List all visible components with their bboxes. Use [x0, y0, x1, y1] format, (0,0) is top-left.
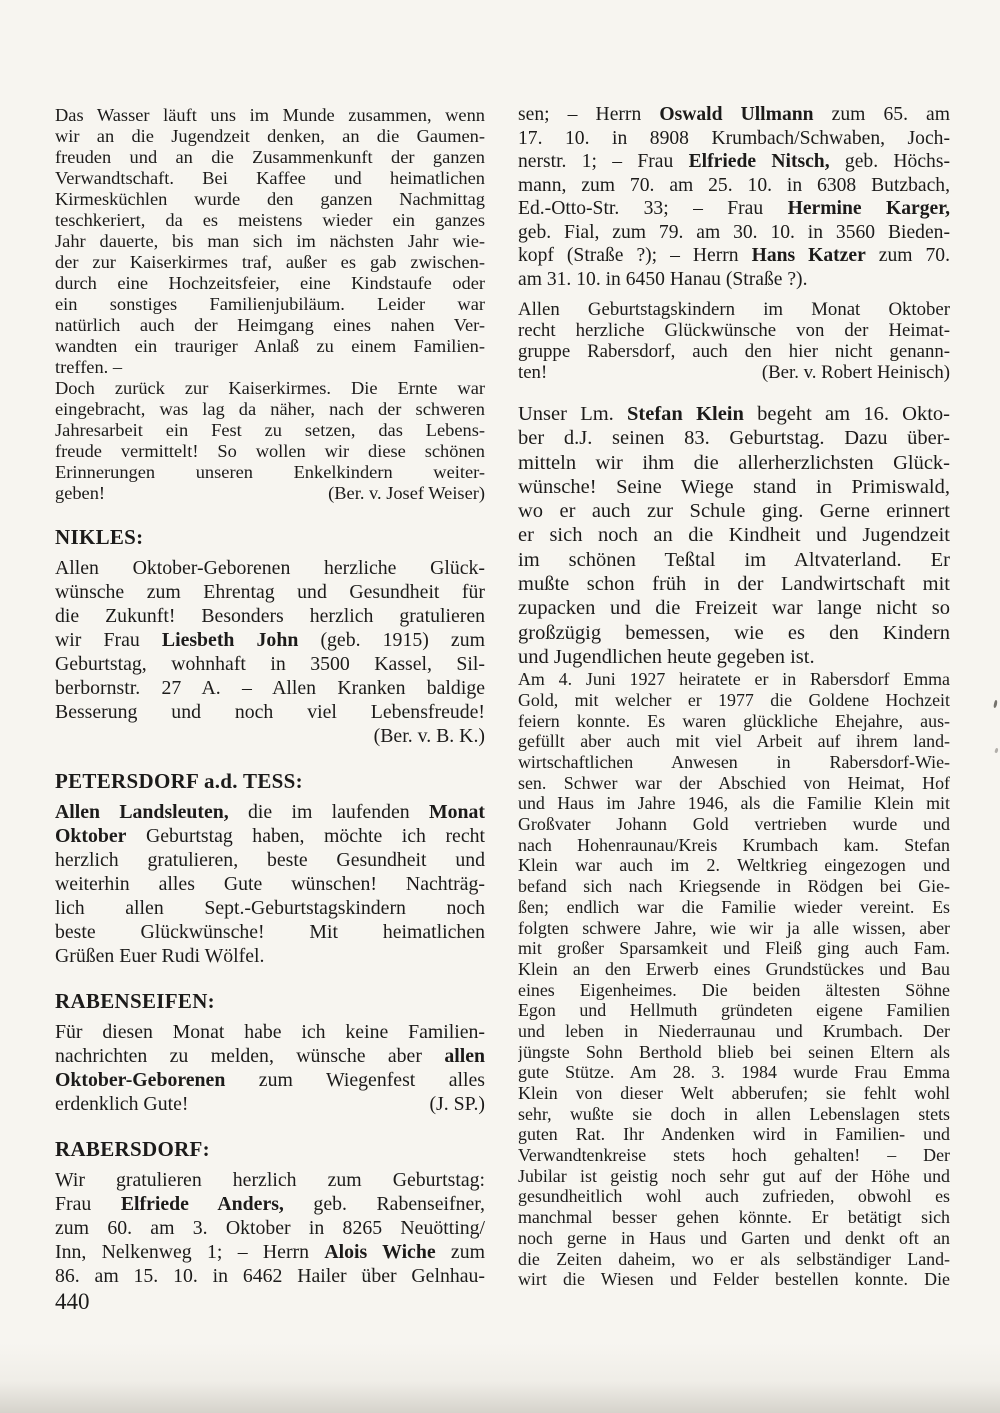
text-line: eingebracht, was lag da näher, nach der schweren — [55, 399, 485, 419]
text-line: natürlich auch der Heimgang eines nahen Ver- — [55, 315, 485, 335]
text-line: Erinnerungen unseren Enkelkindern weiter- — [55, 462, 485, 482]
text-line: Besserung und noch viel Lebensfreude! — [55, 701, 485, 723]
paragraph — [55, 378, 485, 504]
text-line: und leben in Niederraunau und Krumbach. Der — [518, 1020, 950, 1041]
text-line: Kirmesküchlen wurde den ganzen Nachmittag — [55, 189, 485, 209]
scan-speck — [993, 700, 998, 708]
text-line: wünsche! Seine Wiege stand in Primiswald, — [518, 475, 950, 498]
text-line: teschkeriert, da es meistens wieder ein ganzes — [55, 210, 485, 230]
left-column — [55, 105, 485, 1288]
section-heading: RABERSDORF: — [55, 1137, 210, 1161]
text-line: wir Frau Liesbeth John (geb. 1915) zum — [55, 629, 485, 651]
text-line: Jahresarbeit ein Fest zu setzen, das Lebens- — [55, 420, 485, 440]
text-line: Frau Elfriede Anders, geb. Rabenseifner, — [55, 1193, 485, 1215]
text-line: ein sonstiges Familienjubiläum. Leider war — [55, 294, 485, 314]
text-line: freude vermittelt! So wollen wir diese schönen — [55, 441, 485, 461]
text-line — [518, 362, 950, 383]
text-line: Klein an den Erwerb eines Grundstückes und Bau — [518, 958, 950, 979]
section-heading: PETERSDORF a.d. TESS: — [55, 769, 303, 793]
text-line — [55, 1092, 485, 1116]
paragraph — [518, 669, 950, 1290]
text-line: Ed.-Otto-Str. 33; – Frau Hermine Karger, — [518, 198, 950, 219]
text-line: recht herzliche Glückwünsche von der Heimat- — [518, 320, 950, 341]
text-line: mitteln wir ihm die allerherzlichsten Glück- — [518, 451, 950, 474]
text-line: beste Glückwünsche! Mit heimatlichen — [55, 921, 485, 943]
text-line: eines Eigenheimes. Die beiden ältesten Söhne — [518, 979, 950, 1000]
text-line: Klein von dieser Welt abberufen; sie fehlt wohl — [518, 1083, 950, 1104]
text-line: gruppe Rabersdorf, auch den hier nicht genann- — [518, 341, 950, 362]
text-line: wirtschaftlichen Anwesen in Rabersdorf-Wie- — [518, 752, 950, 773]
scan-speck — [994, 748, 999, 754]
text-line: am 31. 10. in 6450 Hanau (Straße ?). — [518, 268, 808, 290]
text-line: Großvater Johann Gold vertrieben wurde und — [518, 814, 950, 835]
attribution-text: (Ber. v. Robert Heinisch) — [761, 362, 950, 383]
text-line: Unser Lm. Stefan Klein begeht am 16. Okto- — [518, 403, 950, 425]
text-line: zum 60. am 3. Oktober in 8265 Neuötting/ — [55, 1217, 485, 1239]
text-line: jüngste Sohn Berthold blieb bei seinen Eltern als — [518, 1041, 950, 1062]
text-line: mußte schon früh in der Landwirtschaft mit — [518, 573, 950, 596]
text-line: berbornstr. 27 A. – Allen Kranken baldige — [55, 677, 485, 699]
text-line: 17. 10. in 8908 Krumbach/Schwaben, Joch- — [518, 127, 950, 149]
text-line: sehr, wußte sie doch in allen Lebenslagen stets — [518, 1103, 950, 1124]
text-line: noch gerne in Haus und Garten und denkt oft an — [518, 1227, 950, 1248]
text-line: Das Wasser läuft uns im Munde zusammen, wenn — [55, 105, 485, 125]
text-line: Allen Oktober-Geborenen herzliche Glück- — [55, 557, 485, 579]
text-line: sen; – Herrn Oswald Ullmann zum 65. am — [518, 104, 950, 125]
text-line: kopf (Straße ?); – Herrn Hans Katzer zum 70. — [518, 245, 950, 266]
text-line: großzügig bemessen, wie es den Kindern — [518, 621, 950, 644]
paragraph — [518, 103, 950, 291]
text-line: feiern konnte. Es waren glückliche Ehejahre, aus- — [518, 710, 950, 731]
section-heading: RABENSEIFEN: — [55, 989, 215, 1013]
paragraph — [55, 800, 485, 968]
text-line: Grüßen Euer Rudi Wölfel. — [55, 945, 265, 967]
text-line: ber d.J. seinen 83. Geburtstag. Dazu über- — [518, 427, 950, 450]
text-line: Verwandtenkreise stets hoch gehalten! – Der — [518, 1145, 950, 1166]
text-line: Klein war auch im 2. Weltkrieg eingezogen und — [518, 855, 950, 876]
text-line: nachrichten zu melden, wünsche aber allen — [55, 1045, 485, 1067]
text-line: manchmal besser gehen könnte. Er betätigt sich — [518, 1207, 950, 1228]
line-text: erdenklich Gute! — [55, 1093, 189, 1115]
paragraph — [55, 105, 485, 378]
text-line: durch eine Hochzeitsfeier, eine Kindstaufe oder — [55, 273, 485, 293]
text-line: und Haus im Jahre 1946, als die Familie Klein mit — [518, 793, 950, 814]
text-line: herzlich gratulieren, beste Gesundheit und — [55, 849, 485, 871]
paragraph — [55, 1020, 485, 1116]
attribution-text: (Ber. v. B. K.) — [373, 725, 485, 747]
text-line: Allen Landsleuten, die im laufenden Monat — [55, 801, 485, 823]
text-line: nach Hohenraunau/Kreis Krumbach kam. Stefan — [518, 834, 950, 855]
attribution-text: (J. SP.) — [429, 1093, 485, 1115]
text-line: im schönen Teßtal im Altvaterland. Er — [518, 548, 950, 571]
text-line: geb. Fial, zum 79. am 30. 10. in 3560 Bieden- — [518, 221, 950, 243]
section-heading: NIKLES: — [55, 525, 144, 549]
text-line: ßen; endlich war die Familie wieder vereint. Es — [518, 896, 950, 917]
paragraph — [518, 299, 950, 383]
text-line: gefüllt aber auch mit viel Arbeit auf ihrem land- — [518, 731, 950, 752]
paragraph — [518, 402, 950, 669]
text-line: guten Rat. Ihr Andenken wird in Familien- und — [518, 1124, 950, 1145]
text-line: Gold, mit welcher er 1977 die Goldene Hochzeit — [518, 689, 950, 710]
text-line: Wir gratulieren herzlich zum Geburtstag: — [55, 1169, 485, 1191]
text-line: Am 4. Juni 1927 heiratete er in Rabersdorf Emma — [518, 669, 950, 690]
text-line: Doch zurück zur Kaiserkirmes. Die Ernte war — [55, 378, 485, 398]
text-line: wandten ein trauriger Anlaß zu einem Familien- — [55, 336, 485, 356]
text-line: Inn, Nelkenweg 1; – Herrn Alois Wiche zum — [55, 1241, 485, 1263]
text-line: Egon und Hellmuth gründeten eigene Familien — [518, 1000, 950, 1021]
text-line: folgten schwere Jahre, wie wir ja alle wissen, aber — [518, 917, 950, 938]
line-text: geben! — [55, 483, 106, 503]
page-number: 440 — [55, 1289, 90, 1314]
paragraph — [55, 1168, 485, 1288]
text-line: weiterhin alles Gute wünschen! Nachträg- — [55, 873, 485, 895]
paragraph — [55, 556, 485, 748]
text-line: der zur Kaiserkirmes traf, außer es gab zwischen- — [55, 252, 485, 272]
text-line: Geburtstag, wohnhaft in 3500 Kassel, Sil- — [55, 653, 485, 675]
text-line: sen. Schwer war der Abschied von Heimat, Hof — [518, 772, 950, 793]
text-line: die Zeiten daheim, wo er als selbständiger Land- — [518, 1248, 950, 1269]
text-line: wünsche zum Ehrentag und Gesundheit für — [55, 581, 485, 603]
text-line: Oktober Geburtstag haben, möchte ich recht — [55, 825, 485, 847]
text-line: freuden und an die Zusammenkunft der ganzen — [55, 147, 485, 167]
text-line: wir an die Jugendzeit denken, an die Gaumen- — [55, 126, 485, 146]
text-line: zupacken und die Freizeit war lange nicht so — [518, 597, 950, 620]
line-text: ten! — [518, 362, 548, 383]
attribution-text: (Ber. v. Josef Weiser) — [328, 483, 485, 503]
scan-shadow — [0, 1343, 1000, 1413]
text-line: er sich noch an die Kindheit und Jugendzeit — [518, 524, 950, 547]
text-line: Für diesen Monat habe ich keine Familien- — [55, 1021, 485, 1043]
text-line: befand sich nach Kriegsende in Rödgen bei Gie- — [518, 876, 950, 897]
text-line: nerstr. 1; – Frau Elfriede Nitsch, geb. Höchs- — [518, 151, 950, 172]
text-line: Oktober-Geborenen zum Wiegenfest alles — [55, 1069, 485, 1091]
text-line: gesundheitlich wohl auch zufrieden, obwohl es — [518, 1186, 950, 1207]
text-line: Jubilar ist geistig noch sehr gut auf der Höhe und — [518, 1165, 950, 1186]
text-line: mann, zum 70. am 25. 10. in 6308 Butzbach, — [518, 174, 950, 196]
text-line: Verwandtschaft. Bei Kaffee und heimatlichen — [55, 168, 485, 188]
text-line: die Zukunft! Besonders herzlich gratulieren — [55, 605, 485, 627]
text-line: wirt die Wiesen und Felder bestellen konnte. Die — [518, 1269, 950, 1290]
text-line: wo er auch zur Schule ging. Gerne erinnert — [518, 500, 950, 523]
text-line — [55, 724, 485, 748]
text-line — [55, 483, 485, 504]
text-line: 86. am 15. 10. in 6462 Hailer über Gelnhau- — [55, 1265, 485, 1287]
text-line: mit großer Sparsamkeit und Fleiß ging auch Fam. — [518, 938, 950, 959]
text-line: gute Stütze. Am 28. 3. 1984 wurde Frau Emma — [518, 1062, 950, 1083]
text-line: und Jugendlichen heute gegeben ist. — [518, 645, 815, 668]
text-line: Jahr dauerte, bis man sich im nächsten Jahr wie- — [55, 231, 485, 251]
text-line: Allen Geburtstagskindern im Monat Oktober — [518, 299, 950, 320]
right-column — [518, 103, 950, 1290]
text-line: lich allen Sept.-Geburtstagskindern noch — [55, 897, 485, 919]
text-line: treffen. – — [55, 357, 123, 377]
